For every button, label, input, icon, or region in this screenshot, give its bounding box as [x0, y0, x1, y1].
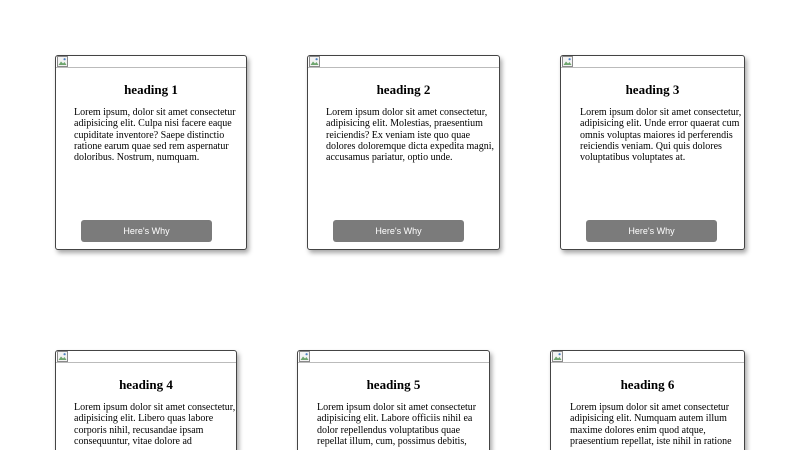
broken-image-icon [299, 351, 310, 362]
broken-image-icon [57, 56, 68, 67]
card-heading: heading 5 [366, 377, 421, 392]
card-image [56, 351, 236, 363]
card-text: Lorem ipsum dolor sit amet consectetur adipisicing elit. Numquam autem illum maxime dolores enim quod atque, praesentium repellat, iste nihil in ratione [570, 402, 732, 447]
card-image [56, 56, 246, 68]
card-text: Lorem ipsum dolor sit amet consectetur, adipisicing elit. Molestias, praesentium reiciendis? Ex veniam iste quo quae dolores doloremque dicta expedita magni, accusamus pariatur, optio unde. [326, 107, 495, 164]
heres-why-button[interactable]: Here's Why [586, 220, 717, 242]
card-6 [550, 350, 745, 450]
card-4 [55, 350, 237, 450]
card-text: Lorem ipsum dolor sit amet consectetur adipisicing elit. Labore officiis nihil ea dolor repellendus voluptatibus quae repellat illum, cum, possimus debitis, [317, 402, 477, 447]
card-text: Lorem ipsum, dolor sit amet consectetur adipisicing elit. Culpa nisi facere eaque cupiditate inventore? Saepe distinctio ratione earum quae sed rem aspernatur doloribus. Nostrum, numquam. [74, 107, 236, 164]
card-image [551, 351, 744, 363]
broken-image-icon [562, 56, 573, 67]
card-image [298, 351, 489, 363]
broken-image-icon [309, 56, 320, 67]
card-image [561, 56, 744, 68]
card-5 [297, 350, 490, 450]
heres-why-button[interactable]: Here's Why [81, 220, 212, 242]
card-heading: heading 1 [124, 82, 178, 97]
card-1 [55, 55, 247, 250]
broken-image-icon [552, 351, 563, 362]
heres-why-button[interactable]: Here's Why [333, 220, 464, 242]
card-text: Lorem ipsum dolor sit amet consectetur, adipisicing elit. Unde error quaerat cum omnis voluptas maiores id perferendis reiciendis veniam. Qui quis dolores voluptatibus voluptates at. [580, 107, 742, 164]
card-text: Lorem ipsum dolor sit amet consectetur, adipisicing elit. Libero quas labore corporis nihil, recusandae ipsam consequuntur, vitae dolore ad [74, 402, 236, 447]
card-heading: heading 4 [119, 377, 173, 392]
broken-image-icon [57, 351, 68, 362]
card-3 [560, 55, 745, 250]
card-heading: heading 6 [620, 377, 675, 392]
card-heading: heading 2 [376, 82, 431, 97]
card-2 [307, 55, 500, 250]
card-image [308, 56, 499, 68]
card-heading: heading 3 [625, 82, 680, 97]
